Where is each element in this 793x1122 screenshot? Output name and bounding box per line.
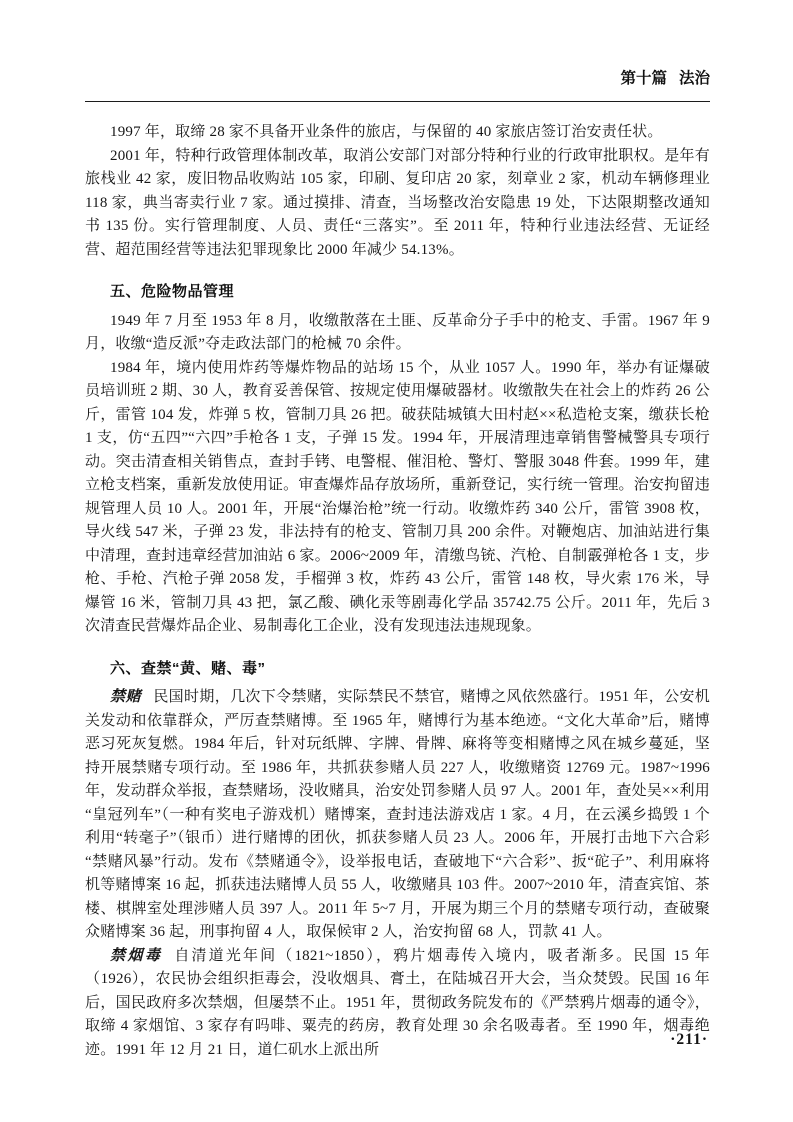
running-header xyxy=(85,70,710,102)
chapter-label: 第十篇 xyxy=(620,70,667,87)
paragraph: 2001 年，特种行政管理体制改革，取消公安部门对部分特种行业的行政审批职权。是年有旅栈业 42 家，废旧物品收购站 105 家，印刷、复印店 20 家，刻章业 2 家，机动车辆修理业 118 家，典当寄卖行业 7 家。通过摸排、清查，当场整改治安隐患 19 处，下达限期整改通知书 135 份。实行管理制度、人员、责任“三落实”。至 2011 年，特种行业违法经营、无证经营、超范围经营等违法犯罪现象比 2000 年减少 54.13%。 xyxy=(85,147,710,258)
section-heading-prohibition: 六、查禁“黄、赌、毒” xyxy=(110,659,266,677)
page-number: ·211· xyxy=(670,1031,708,1048)
paragraph: 1949 年 7 月至 1953 年 8 月，收缴散落在土匪、反革命分子手中的枪支、手雷。1967 年 9 月，收缴“造反派”夺走政法部门的枪械 70 余件。 xyxy=(85,312,710,352)
paragraph-text: 民国时期，几次下令禁赌，实际禁民不禁官，赌博之风依然盛行。1951 年，公安机关发动和依靠群众，严厉查禁赌博。至 1965 年，赌博行为基本绝迹。“文化大革命”后，赌博恶习死灰复燃。1984 年后，针对玩纸牌、字牌、骨牌、麻将等变相赌博之风在城乡蔓延，坚持开展禁赌专项行动。至 1986 年，共抓获参赌人员 227 人，收缴赌资 12769 元。1987~1996 年，发动群众举报，查禁赌场，没收赌具，治安处罚参赌人员 97 人。2001 年，查处吴××利用“皇冠列车”（一种有奖电子游戏机）赌博案，查封违法游戏店 1 家。4 月，在云溪乡捣毁 1 个利用“转毫子”（银币）进行赌博的团伙，抓获参赌人员 23 人。2006 年，开展打击地下六合彩“禁赌风暴”行动。发布《禁赌通令》，设举报电话，查破地下“六合彩”、扳“砣子”、利用麻将机等赌博案 16 起，抓获违法赌博人员 55 人，收缴赌具 103 件。2007~2010 年，清查宾馆、茶楼、棋牌室处理涉赌人员 397 人。2011 年 5~7 月，开展为期三个月的禁赌专项行动，查破聚众赌博案 36 起，刑事拘留 4 人，取保候审 2 人，治安拘留 68 人，罚款 41 人。 xyxy=(85,689,710,940)
entry-term-gambling-ban: 禁赌 xyxy=(110,689,142,705)
section-heading-dangerous-goods: 五、危险物品管理 xyxy=(110,283,235,300)
paragraph xyxy=(85,686,710,945)
section-label: 法治 xyxy=(678,70,710,87)
paragraph: 1997 年，取缔 28 家不具备开业条件的旅店，与保留的 40 家旅店签订治安责任状。 xyxy=(110,124,663,140)
page-body xyxy=(85,121,710,1062)
entry-term-opium-ban: 禁烟毒 xyxy=(110,947,163,964)
paragraph-text: 自清道光年间（1821~1850），鸦片烟毒传入境内，吸者渐多。民国 15 年（1926），农民协会组织拒毒会，没收烟具、膏土，在陆城召开大会，当众焚毁。民国 16 年后，国民政府多次禁烟，但屡禁不止。1951 年，贯彻政务院发布的《严禁鸦片烟毒的通令》，取缔 4 家烟馆、3 家存有吗啡、粟壳的药房，教育处理 30 余名吸毒者。至 1990 年，烟毒绝迹。1991 年 12 月 21 日，道仁矶水上派出所 xyxy=(85,947,710,1058)
paragraph xyxy=(85,945,710,1063)
paragraph: 1984 年，境内使用炸药等爆炸物品的站场 15 个，从业 1057 人。1990 年，举办有证爆破员培训班 2 期、30 人，教育妥善保管、按规定使用爆破器材。收缴散失在社会上的炸药 26 公斤，雷管 104 发，炸弹 5 枚，管制刀具 26 把。破获陆城镇大田村赵××私造枪支案，缴获长枪 1 支，仿“五四”“六四”手枪各 1 支，子弹 15 发。1994 年，开展清理违章销售警械警具专项行动。突击清查相关销售点，查封手铐、电警棍、催泪枪、警灯、警服 3048 件套。1999 年，建立枪支档案，重新发放使用证。审查爆炸品存放场所，重新登记，实行统一管理。治安拘留违规管理人员 10 人。2001 年，开展“治爆治枪”统一行动。收缴炸药 340 公斤，雷管 3908 枚，导火线 547 米，子弹 23 发，非法持有的枪支、管制刀具 200 余件。对鞭炮店、加油站进行集中清理，查封违章经营加油站 6 家。2006~2009 年，清缴鸟铳、汽枪、自制霰弹枪各 1 支，步枪、手枪、汽枪子弹 2058 发，手榴弹 3 枚，炸药 43 公斤，雷管 148 枚，导火索 176 米，导爆管 16 米，管制刀具 43 把，氯乙酸、碘化汞等剧毒化学品 35742.75 公斤。2011 年，先后 3 次清查民营爆炸品企业、易制毒化工企业，没有发现违法违规现象。 xyxy=(85,359,710,634)
